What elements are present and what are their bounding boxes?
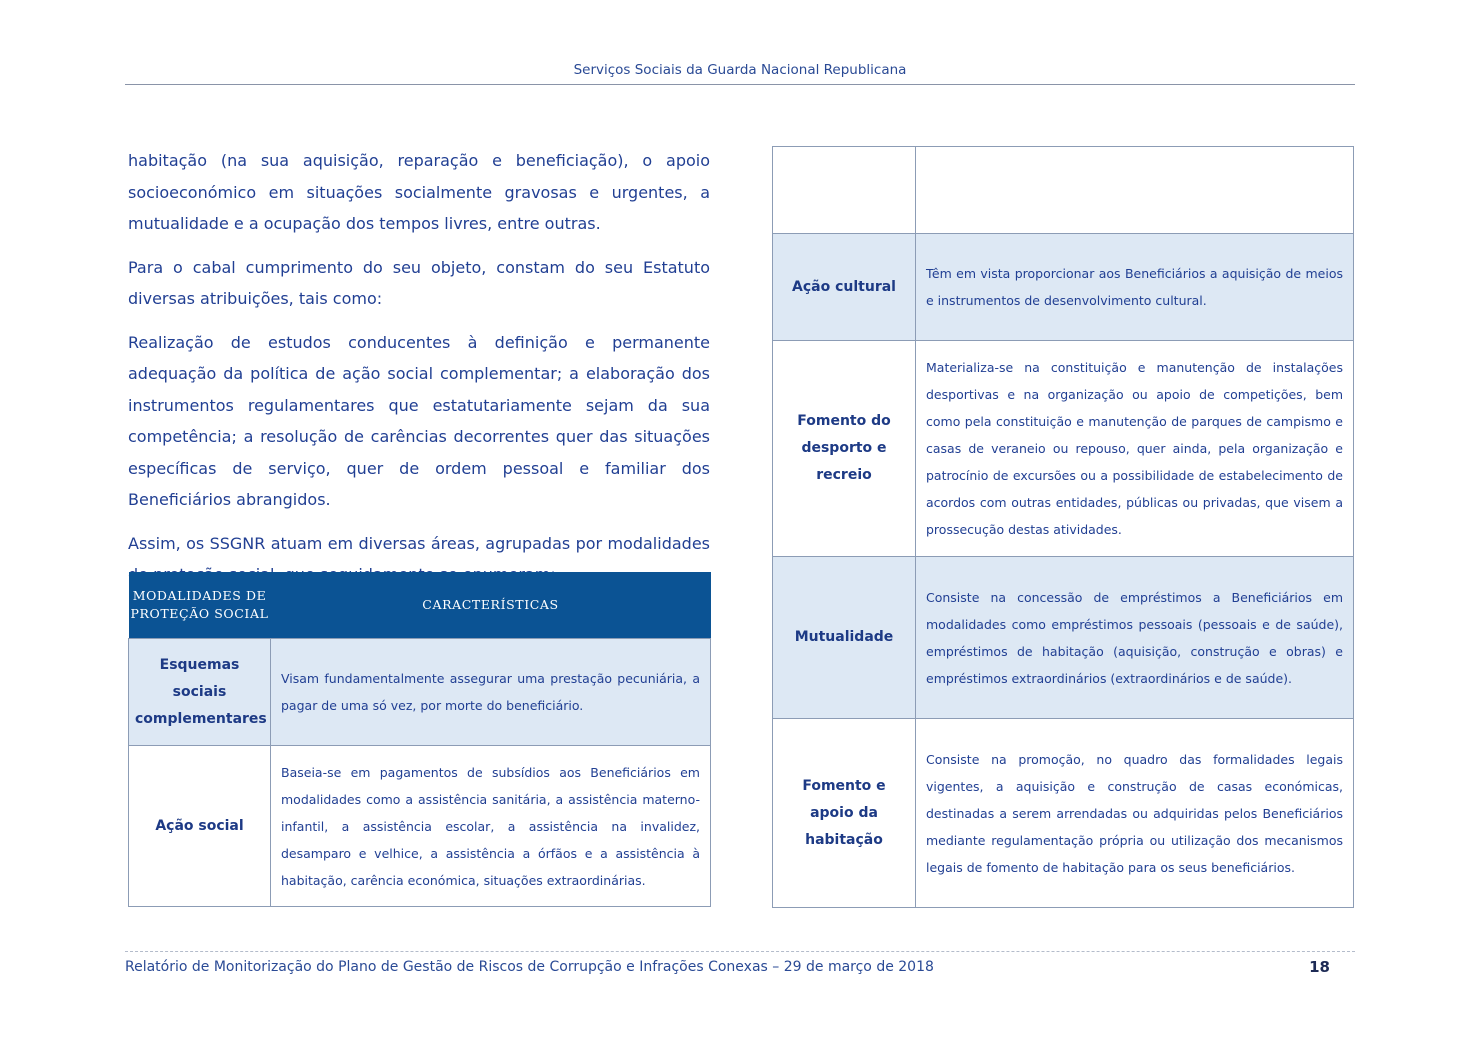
modality-name [773, 147, 916, 234]
modality-description [916, 147, 1354, 234]
header-caracteristicas: CARACTERÍSTICAS [271, 572, 711, 639]
modalities-table [128, 572, 711, 907]
modalities-table-continued [772, 146, 1354, 908]
modality-name: Ação social [129, 746, 271, 907]
modality-description: Têm em vista proporcionar aos Beneficiários a aquisição de meios e instrumentos de desenvolvimento cultural. [916, 234, 1354, 341]
footer-divider [125, 951, 1355, 952]
page-header: Serviços Sociais da Guarda Nacional Republicana [573, 62, 907, 78]
body-text [128, 145, 710, 591]
modality-name: Fomento e apoio da habitação [773, 719, 916, 908]
paragraph: habitação (na sua aquisição, reparação e beneficiação), o apoio socioeconómico em situações socialmente gravosas e urgentes, a mutualidade e a ocupação dos tempos livres, entre outras. [128, 151, 710, 233]
table-row [773, 234, 1354, 341]
modality-name: Ação cultural [773, 234, 916, 341]
table-row [773, 147, 1354, 234]
table-row [129, 746, 711, 907]
modality-description: Baseia-se em pagamentos de subsídios aos Beneficiários em modalidades como a assistência sanitária, a assistência materno-infantil, a assistência escolar, a assistência na invalidez, desamparo e velhice, a assistência a órfãos e a assistência à habitação, carência económica, situações extraordinárias. [271, 746, 711, 907]
table-header-row [129, 572, 711, 639]
page-number: 18 [1309, 958, 1330, 976]
table-row [129, 639, 711, 746]
paragraph: Realização de estudos conducentes à definição e permanente adequação da política de ação social complementar; a elaboração dos instrumentos regulamentares que estatutariamente sejam da sua competência; a resolução de carências decorrentes quer das situações específicas de serviço, quer de ordem pessoal e familiar dos Beneficiários abrangidos. [128, 332, 710, 509]
modality-name: Esquemas sociais complementares [129, 639, 271, 746]
modality-description: Consiste na concessão de empréstimos a Beneficiários em modalidades como empréstimos pessoais (pessoais e de saúde), empréstimos de habitação (aquisição, construção e obras) e empréstimos extraordinários (extraordinários e de saúde). [916, 557, 1354, 719]
header-modalidades: MODALIDADES DE PROTEÇÃO SOCIAL [129, 572, 271, 639]
page-footer: Relatório de Monitorização do Plano de Gestão de Riscos de Corrupção e Infrações Conexas – 29 de março de 2018 [125, 959, 934, 975]
modality-description: Consiste na promoção, no quadro das formalidades legais vigentes, a aquisição e construção de casas económicas, destinadas a serem arrendadas ou adquiridas pelos Beneficiários mediante regulamentação própria ou utilização dos mecanismos legais de fomento de habitação para os seus beneficiários. [916, 719, 1354, 908]
modality-description: Materializa-se na constituição e manutenção de instalações desportivas e na organização ou apoio de competições, bem como pela constituição e manutenção de parques de campismo e casas de veraneio ou repouso, quer ainda, pela organização e patrocínio de excursões ou a possibilidade de estabelecimento de acordos com outras entidades, públicas ou privadas, que visem a prossecução destas atividades. [916, 341, 1354, 557]
modality-description: Visam fundamentalmente assegurar uma prestação pecuniária, a pagar de uma só vez, por morte do beneficiário. [271, 639, 711, 746]
header-divider [125, 84, 1355, 85]
table-row [773, 341, 1354, 557]
paragraph: Para o cabal cumprimento do seu objeto, constam do seu Estatuto diversas atribuições, tais como: [128, 257, 710, 308]
paragraph: Assim, os SSGNR atuam em diversas áreas, agrupadas por modalidades [128, 533, 710, 553]
modality-name: Fomento do desporto e recreio [773, 341, 916, 557]
table-row [773, 719, 1354, 908]
table-row [773, 557, 1354, 719]
modality-name: Mutualidade [773, 557, 916, 719]
